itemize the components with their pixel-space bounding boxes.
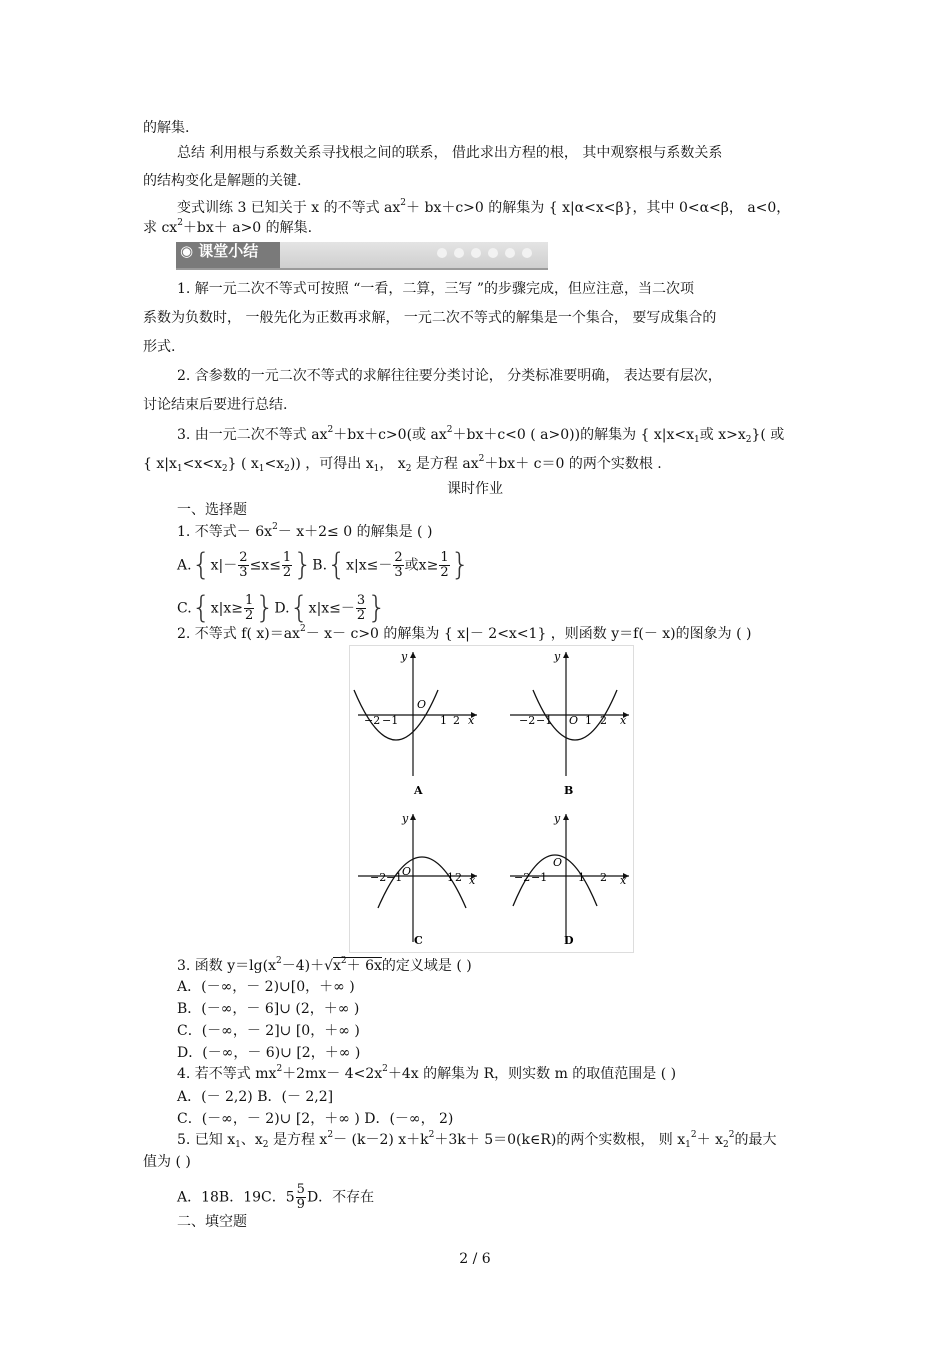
svg-text:2: 2	[600, 871, 607, 884]
svg-text:A: A	[414, 784, 423, 797]
svg-text:−1: −1	[386, 871, 403, 884]
svg-text:O: O	[402, 865, 412, 878]
svg-text:1: 1	[440, 714, 447, 727]
question-3-option: C．(－∞，－ 2]∪ [0，＋∞ )	[177, 1023, 360, 1039]
question-5: 5. 已知 $x_1$、$x_2$ 是方程 $x^2- (k-2)$ $x+k^2+3k+$ 5＝0(k∈R)的两个实数根， 则 $x_1^2+ x_2^2$的最大	[177, 1130, 777, 1150]
question-4-option: C．(－∞，－ 2)∪ [2，＋∞ ) D．(－∞， 2)	[177, 1111, 454, 1127]
graph-options-figure	[349, 645, 634, 953]
svg-text:−1: −1	[382, 714, 399, 727]
svg-text:−2: −2	[370, 871, 387, 884]
summary-2: 讨论结束后要进行总结.	[143, 397, 288, 413]
graph-a	[354, 650, 477, 797]
question-4: 4. 若不等式 $mx^2+2mx- 4<2x^2+4x$ 的解集为 R，则实数 m 的取值范围是 ( )	[177, 1064, 677, 1082]
summary-1: 系数为负数时， 一般先化为正数再求解， 一元二次不等式的解集是一个集合， 要写成集合的	[143, 310, 717, 326]
svg-text:C: C	[414, 934, 423, 947]
graph-d	[510, 812, 629, 947]
svg-text:−2: −2	[364, 714, 381, 727]
summary-1: 形式.	[143, 339, 176, 355]
question-2: 2. 不等式 f( $x)=ax^2- x- c>0$ 的解集为 { x|－ 2<x<1} ，则函数 y＝f(－ x)的图象为 ( )	[177, 624, 752, 642]
svg-text:y: y	[554, 650, 561, 663]
svg-text:2: 2	[455, 871, 462, 884]
graph-b	[510, 650, 629, 797]
svg-text:y: y	[402, 812, 409, 825]
text-line: 总结 利用根与系数关系寻找根之间的联系， 借此求出方程的根， 其中观察根与系数关系	[177, 145, 723, 161]
question-1-options-ab: A.{x|－ $\frac{2}{3}$ ≤x≤ $\frac{1}{2}$ }B.{x|x≤－ $\frac{2}{3}$ 或x≥ $\frac{1}{2}$ }	[177, 547, 470, 583]
svg-text:O: O	[569, 714, 579, 727]
svg-text:1: 1	[585, 714, 592, 727]
summary-2: 2. 含参数的一元二次不等式的求解往往要分类讨论， 分类标准要明确， 表达要有层次，	[177, 368, 722, 384]
section-heading: 一、选择题	[177, 502, 247, 518]
svg-text:x: x	[620, 714, 627, 727]
section-heading: 二、填空题	[177, 1214, 247, 1230]
svg-text:2: 2	[453, 714, 460, 727]
graph-c	[358, 812, 477, 947]
svg-text:O: O	[417, 698, 427, 711]
svg-text:1: 1	[447, 871, 454, 884]
question-3: 3. 函数 $y=\lg(x^2-4)+√x^2+ 6x$的定义域是 ( )	[177, 956, 472, 974]
svg-text:2: 2	[600, 714, 607, 727]
svg-text:x: x	[469, 874, 476, 887]
summary-3: 3. 由一元二次不等式 $ax^2+bx+c>0$(或 $ax^2+bx+c<0$ ( a>0))的解集为 { $x|x<x_1$或 $x>x_2$}( 或	[177, 425, 785, 445]
summary-1: 1. 解一元二次不等式可按照 “一看，二算，三写 ”的步骤完成，但应注意，当二次项	[177, 281, 695, 297]
question-3-option: B．(－∞，－ 6]∪ (2，＋∞ )	[177, 1001, 360, 1017]
text-line: 变式训练 3 已知关于 x 的不等式 $ax^2+ bx+c>0$ 的解集为 { x|α<x<β}，其中 0<α<β， a<0，	[177, 198, 791, 216]
svg-text:1: 1	[578, 871, 585, 884]
svg-text:D: D	[564, 934, 574, 947]
svg-text:x: x	[468, 714, 475, 727]
homework-title: 课时作业	[447, 481, 503, 497]
svg-text:−1: −1	[536, 714, 553, 727]
question-1: 1. 不等式－ $6x^2- x+2\le 0$ 的解集是 ( )	[177, 522, 433, 540]
text-line: 求 $cx^2+bx+ a>0$ 的解集.	[143, 218, 313, 236]
summary-3: { $x|x_1<x<x_2$} ( $x_1<x_2$)) ，可得出 $x_1$， $x_2$ 是方程 $ax^2+bx+ c=0$ 的两个实数根 .	[143, 454, 662, 474]
question-3-option: D．(－∞，－ 6)∪ [2，＋∞ )	[177, 1045, 361, 1061]
svg-text:y: y	[554, 812, 561, 825]
question-1-options-cd: C.{x|x≥ $\frac{1}{2}$ }D.{x|x≤－ $\frac{3}{2}$ }	[177, 590, 387, 626]
banner-dots	[430, 246, 532, 262]
svg-text:−2: −2	[514, 871, 531, 884]
text-line: 的结构变化是解题的关键.	[143, 173, 302, 189]
banner-title: ◉ 课堂小结	[176, 242, 280, 268]
svg-text:y: y	[401, 650, 408, 663]
text-line: 的解集.	[143, 120, 190, 136]
svg-text:x: x	[620, 874, 627, 887]
svg-text:B: B	[564, 784, 574, 797]
question-5-options: A．18B．19C．5 $\frac{5}{9}$ D．不存在	[177, 1182, 375, 1212]
svg-text:−2: −2	[519, 714, 536, 727]
question-5: 值为 ( )	[143, 1154, 191, 1170]
page-number: 2 / 6	[459, 1251, 491, 1267]
question-4-option: A．(－ 2,2) B．(－ 2,2]	[177, 1089, 334, 1105]
question-3-option: A．(－∞，－ 2)∪[0，＋∞ )	[177, 979, 355, 995]
svg-text:O: O	[553, 856, 563, 869]
section-banner	[176, 242, 548, 270]
svg-text:−1: −1	[531, 871, 548, 884]
